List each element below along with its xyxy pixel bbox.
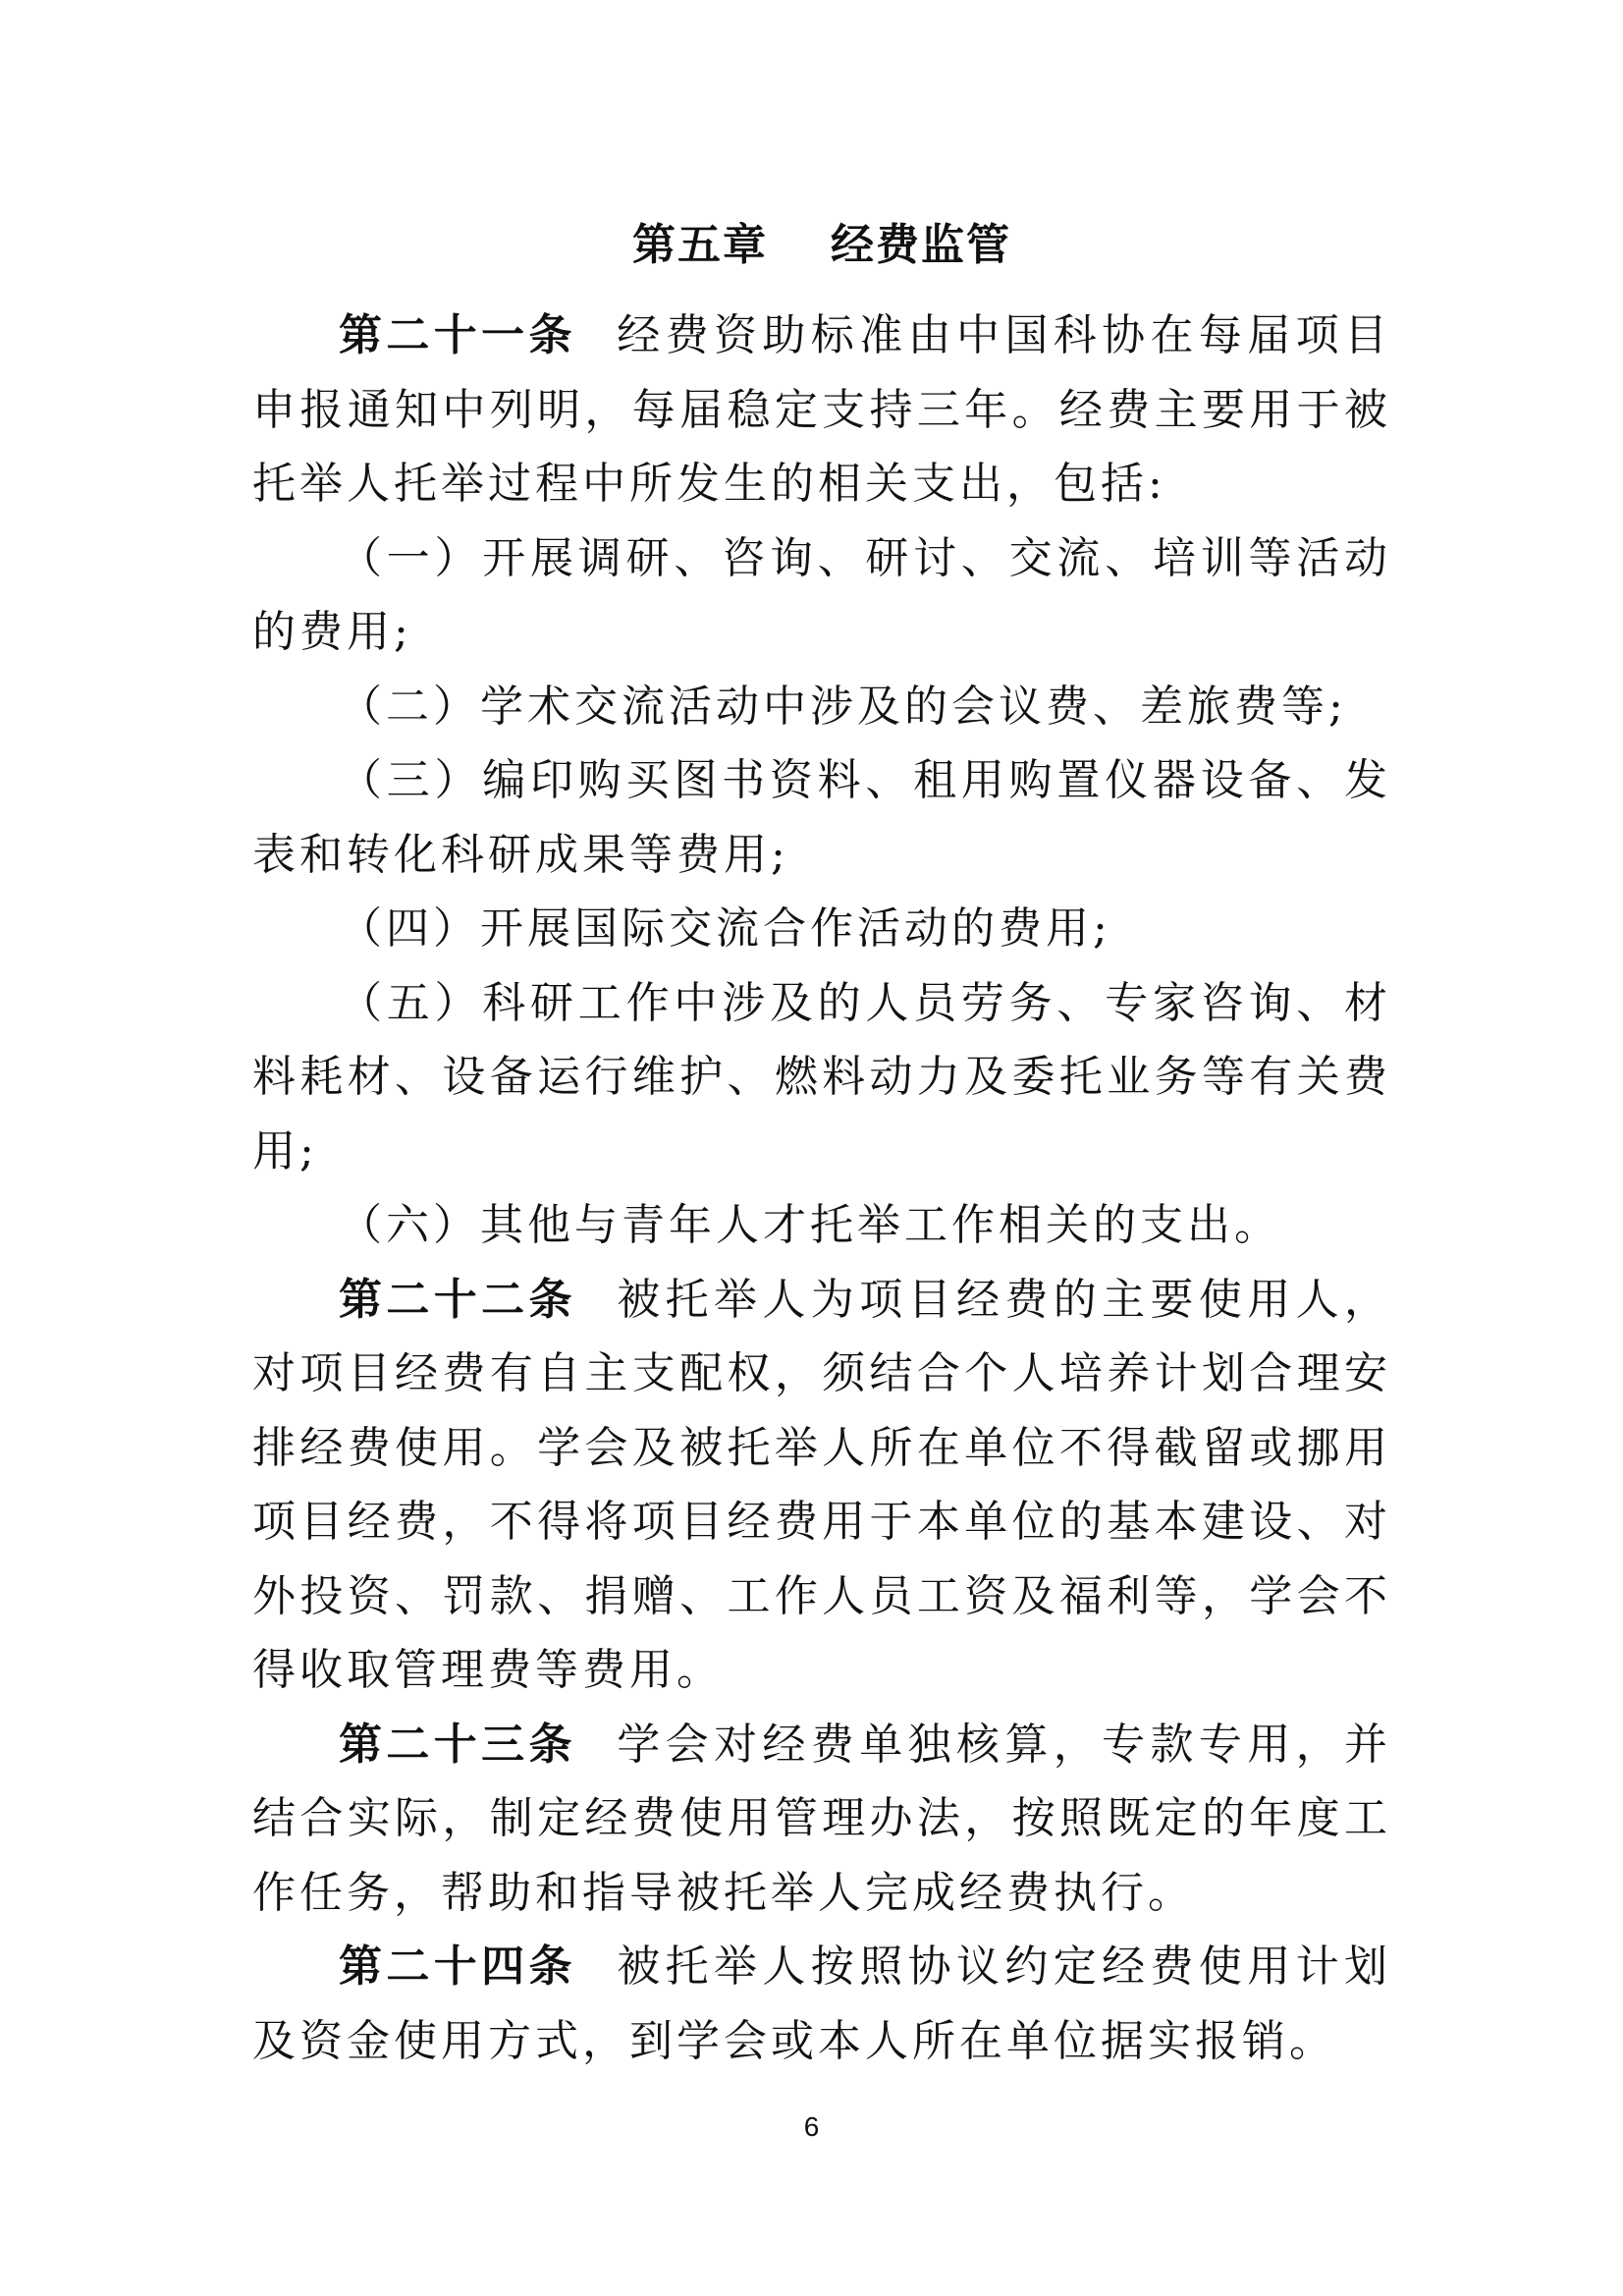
chapter-name: 经费监管 — [831, 220, 1011, 270]
article-22 — [252, 1263, 1391, 1708]
article-23-text: 学会对经费单独核算，专款专用，并结合实际，制定经费使用管理办法，按照既定的年度工作任务，帮助和指导被托举人完成经费执行。 — [252, 1719, 1391, 1918]
article-21-item-6: （六）其他与青年人才托举工作相关的支出。 — [339, 1200, 1281, 1250]
chapter-title — [252, 214, 1391, 277]
article-24-text: 被托举人按照协议约定经费使用计划及资金使用方式，到学会或本人所在单位据实报销。 — [252, 1941, 1391, 2066]
article-22-number: 第二十二条 — [339, 1274, 576, 1325]
article-21-item-3: （三）编印购买图书资料、租用购置仪器设备、发表和转化科研成果等费用; — [252, 755, 1391, 880]
article-23-number: 第二十三条 — [339, 1719, 576, 1770]
article-21-item-1: （一）开展调研、咨询、研讨、交流、培训等活动的费用; — [252, 532, 1391, 657]
article-23 — [252, 1708, 1391, 1931]
article-21-item-2: （二）学术交流活动中涉及的会议费、差旅费等; — [339, 681, 1347, 732]
chapter-number: 第五章 — [632, 220, 768, 270]
article-21-item-4: （四）开展国际交流合作活动的费用; — [339, 903, 1111, 954]
article-21-text: 经费资助标准由中国科协在每届项目申报通知中列明，每届稳定支持三年。经费主要用于被托举人托举过程中所发生的相关支出，包括: — [252, 310, 1391, 509]
article-21-number: 第二十一条 — [339, 310, 576, 360]
article-21-item-5: （五）科研工作中涉及的人员劳务、专家咨询、材料耗材、设备运行维护、燃料动力及委托业务等有关费用; — [252, 977, 1391, 1176]
document-body — [252, 214, 1391, 2078]
article-24-number: 第二十四条 — [339, 1941, 576, 1992]
page-number: 6 — [803, 2111, 820, 2142]
article-22-text: 被托举人为项目经费的主要使用人，对项目经费有自主支配权，须结合个人培养计划合理安排经费使用。学会及被托举人所在单位不得截留或挪用项目经费，不得将项目经费用于本单位的基本建设、对外投资、罚款、捐赠、工作人员工资及福利等，学会不得收取管理费等费用。 — [252, 1274, 1391, 1695]
article-21 — [252, 299, 1391, 521]
article-24 — [252, 1930, 1391, 2078]
